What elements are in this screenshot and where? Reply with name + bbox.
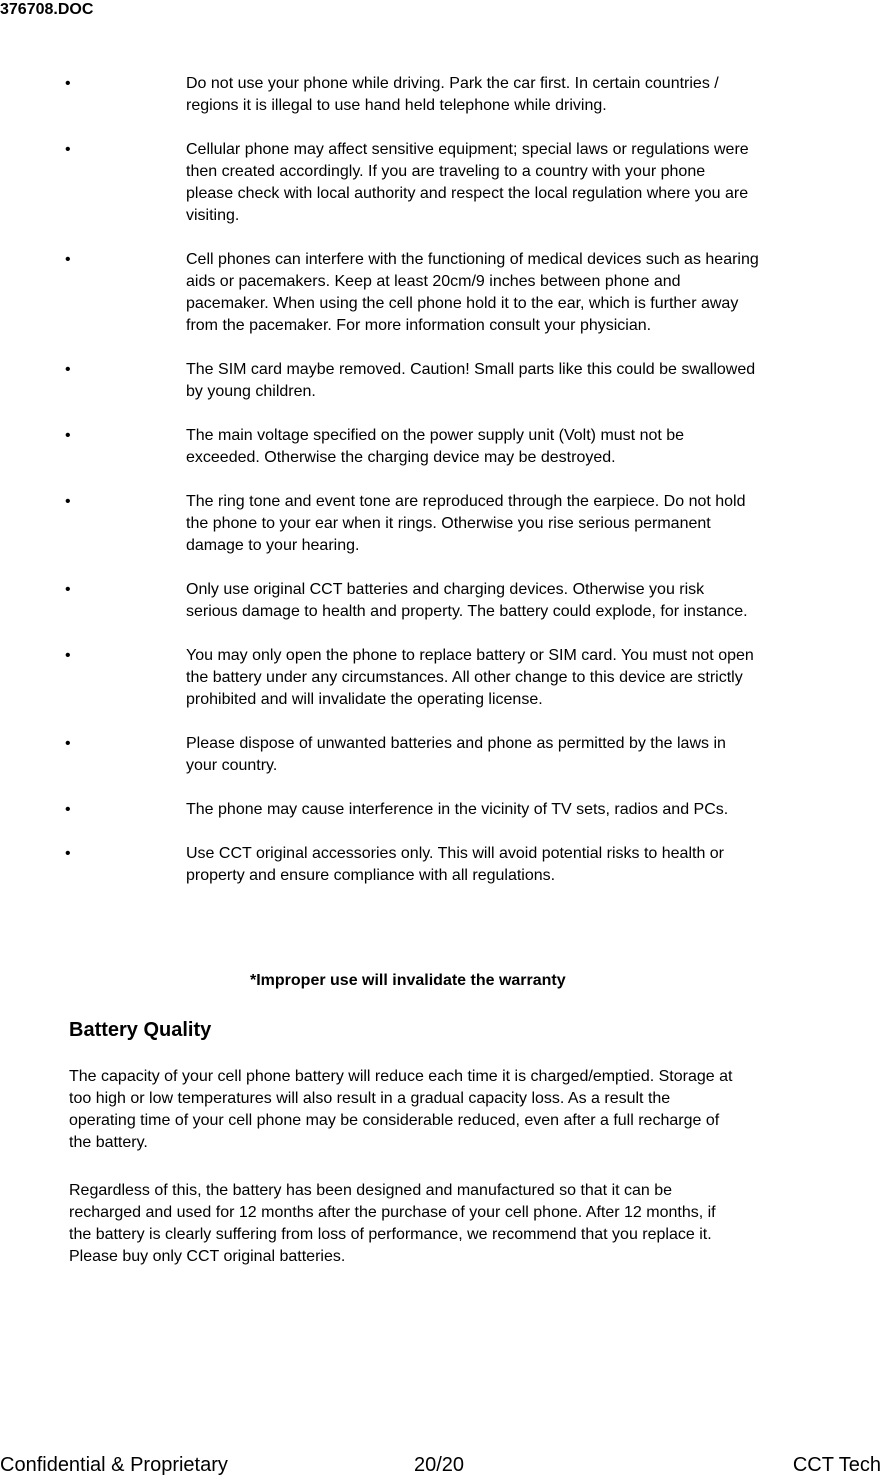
list-item xyxy=(0,249,887,337)
list-item xyxy=(0,139,887,227)
list-item xyxy=(0,73,887,117)
bullet-icon: • xyxy=(65,427,71,444)
list-item xyxy=(0,843,887,887)
bullet-icon: • xyxy=(65,735,71,752)
bullet-icon: • xyxy=(65,75,71,92)
warranty-note: *Improper use will invalidate the warranty xyxy=(250,972,566,989)
battery-paragraph-capacity: The capacity of your cell phone battery will reduce each time it is charged/emptied. Storage at too high or low temperatures will also result in a gradual capacity loss. As a result the operating time of your cell phone may be considerable reduced, even after a full recharge of the battery. xyxy=(69,1068,733,1151)
bullet-text: Do not use your phone while driving. Park the car first. In certain countries / regions it is illegal to use hand held telephone while driving. xyxy=(186,75,719,114)
list-item xyxy=(0,359,887,403)
bullet-icon: • xyxy=(65,361,71,378)
bullet-text: The SIM card maybe removed. Caution! Small parts like this could be swallowed by young children. xyxy=(186,361,756,400)
battery-paragraph-warranty: Regardless of this, the battery has been designed and manufactured so that it can be recharged and used for 12 months after the purchase of your cell phone. After 12 months, if the battery is clearly suffering from loss of performance, we recommend that you replace it. Please buy only CCT original batteries. xyxy=(69,1182,716,1265)
bullet-text: Please dispose of unwanted batteries and phone as permitted by the laws in your country. xyxy=(186,735,726,774)
bullet-icon: • xyxy=(65,141,71,158)
list-item xyxy=(0,579,887,623)
bullet-text: The ring tone and event tone are reproduced through the earpiece. Do not hold the phone to your ear when it rings. Otherwise you rise serious permanent damage to your hearing. xyxy=(186,493,746,554)
bullet-text: The main voltage specified on the power supply unit (Volt) must not be exceeded. Otherwise the charging device may be destroyed. xyxy=(186,427,685,466)
footer-confidential: Confidential & Proprietary xyxy=(0,1454,228,1476)
document-id: 376708.DOC xyxy=(0,1,94,18)
bullet-icon: • xyxy=(65,801,71,818)
footer-page-number: 20/20 xyxy=(414,1454,465,1476)
bullet-text: Use CCT original accessories only. This will avoid potential risks to health or property and ensure compliance with all regulations. xyxy=(186,845,725,884)
bullet-text: You may only open the phone to replace battery or SIM card. You must not open the battery under any circumstances. All other change to this device are strictly prohibited and will invalidate the operating license. xyxy=(186,647,754,708)
battery-quality-heading: Battery Quality xyxy=(69,1019,212,1041)
bullet-text: The phone may cause interference in the vicinity of TV sets, radios and PCs. xyxy=(186,801,729,818)
footer-company: CCT Tech xyxy=(792,1454,881,1476)
list-item xyxy=(0,799,887,821)
list-item xyxy=(0,645,887,711)
bullet-icon: • xyxy=(65,845,71,862)
safety-bullet-list xyxy=(0,73,887,909)
bullet-icon: • xyxy=(65,647,71,664)
bullet-text: Only use original CCT batteries and charging devices. Otherwise you risk serious damage to health and property. The battery could explode, for instance. xyxy=(186,581,748,620)
bullet-icon: • xyxy=(65,251,71,268)
bullet-text: Cell phones can interfere with the functioning of medical devices such as hearing aids or pacemakers. Keep at least 20cm/9 inches between phone and pacemaker. When using the cell phone hold it to the ear, which is further away from the pacemaker. For more information consult your physician. xyxy=(186,251,759,334)
bullet-icon: • xyxy=(65,493,71,510)
list-item xyxy=(0,733,887,777)
bullet-icon: • xyxy=(65,581,71,598)
list-item xyxy=(0,425,887,469)
page-footer xyxy=(0,1452,887,1478)
list-item xyxy=(0,491,887,557)
bullet-text: Cellular phone may affect sensitive equipment; special laws or regulations were then created accordingly. If you are traveling to a country with your phone please check with local authority and respect the local regulation where you are visiting. xyxy=(186,141,749,224)
